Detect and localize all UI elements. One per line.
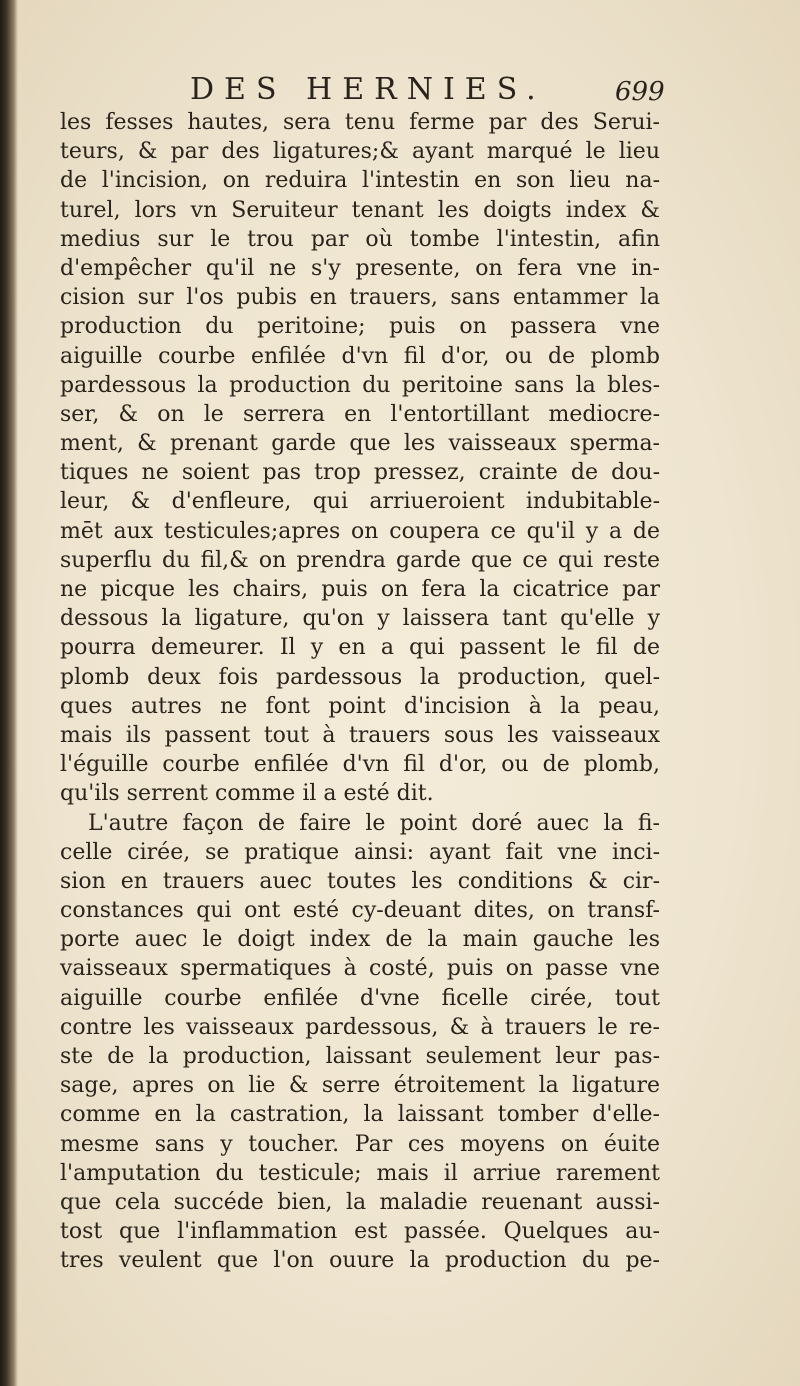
text-line: plomb deux fois pardessous la production, quel- [60, 664, 660, 690]
text-line: pardessous la production du peritoine sans la bles- [60, 372, 660, 398]
text-line: tost que l'inflammation est passée. Quelques au- [60, 1219, 660, 1245]
text-line: sion en trauers auec toutes les conditions & cir- [60, 868, 660, 894]
text-line: d'empêcher qu'il ne s'y presente, on fera vne in- [60, 255, 660, 281]
text-line: les fesses hautes, sera tenu ferme par des Serui- [60, 110, 660, 135]
text-line: aiguille courbe enfilée d'vn fil d'or, ou de plomb [60, 343, 660, 369]
text-line: mesme sans y toucher. Par ces moyens on éuite [60, 1131, 660, 1157]
text-line: contre les vaisseaux pardessous, & à trauers le re- [60, 1014, 660, 1040]
text-line: dessous la ligature, qu'on y laissera tant qu'elle y [60, 606, 660, 632]
text-line: aiguille courbe enfilée d'vne ficelle cirée, tout [60, 985, 660, 1011]
text-line: de l'incision, on reduira l'intestin en son lieu na- [60, 168, 660, 194]
text-line: sage, apres on lie & serre étroitement la ligature [60, 1073, 660, 1099]
text-line: pourra demeurer. Il y en a qui passent le fil de [60, 635, 660, 661]
text-line: turel, lors vn Seruiteur tenant les doigts index & [60, 197, 660, 223]
text-line: ne picque les chairs, puis on fera la cicatrice par [60, 577, 660, 602]
text-line: medius sur le trou par où tombe l'intestin, afin [60, 226, 660, 252]
text-line: mēt aux testicules;apres on coupera ce qu'il y a de [60, 518, 660, 544]
text-line: ment, & prenant garde que les vaisseaux sperma- [60, 431, 660, 457]
text-line: l'éguille courbe enfilée d'vn fil d'or, ou de plomb, [60, 752, 660, 778]
text-line: tiques ne soient pas trop pressez, crainte de dou- [60, 460, 660, 486]
text-line: vaisseaux spermatiques à costé, puis on passe vne [60, 956, 660, 982]
paragraph-start-line: L'autre façon de faire le point doré auec la fi- [88, 810, 660, 836]
text-line: comme en la castration, la laissant tomber d'elle- [60, 1102, 660, 1128]
text-line: teurs, & par des ligatures;& ayant marqué le lieu [60, 139, 660, 165]
paragraph-end-line: qu'ils serrent comme il a esté dit. [60, 781, 434, 807]
text-line: que cela succéde bien, la maladie reuenant aussi- [60, 1189, 660, 1215]
text-line: cision sur l'os pubis en trauers, sans entammer la [60, 285, 660, 311]
page-header [60, 70, 665, 110]
page-number: 699 [615, 77, 665, 107]
text-line: leur, & d'enfleure, qui arriueroient indubitable- [60, 489, 660, 515]
text-line: tres veulent que l'on ouure la production du pe- [60, 1248, 660, 1274]
text-line: ser, & on le serrera en l'entortillant mediocre- [60, 401, 660, 427]
book-spine-shadow [0, 0, 18, 1386]
text-line: celle cirée, se pratique ainsi: ayant fait vne inci- [60, 839, 660, 865]
text-line: ques autres ne font point d'incision à la peau, [60, 693, 660, 719]
running-title: DES HERNIES. [190, 72, 546, 107]
text-line: mais ils passent tout à trauers sous les vaisseaux [60, 722, 660, 748]
text-line: l'amputation du testicule; mais il arriue rarement [60, 1160, 660, 1186]
text-line: constances qui ont esté cy-deuant dites, on transf- [60, 898, 660, 924]
text-line: production du peritoine; puis on passera vne [60, 314, 660, 340]
text-line: superflu du fil,& on prendra garde que ce qui reste [60, 547, 660, 573]
body-text [60, 108, 660, 1276]
text-line: ste de la production, laissant seulement leur pas- [60, 1044, 660, 1069]
text-line: porte auec le doigt index de la main gauche les [60, 927, 660, 953]
